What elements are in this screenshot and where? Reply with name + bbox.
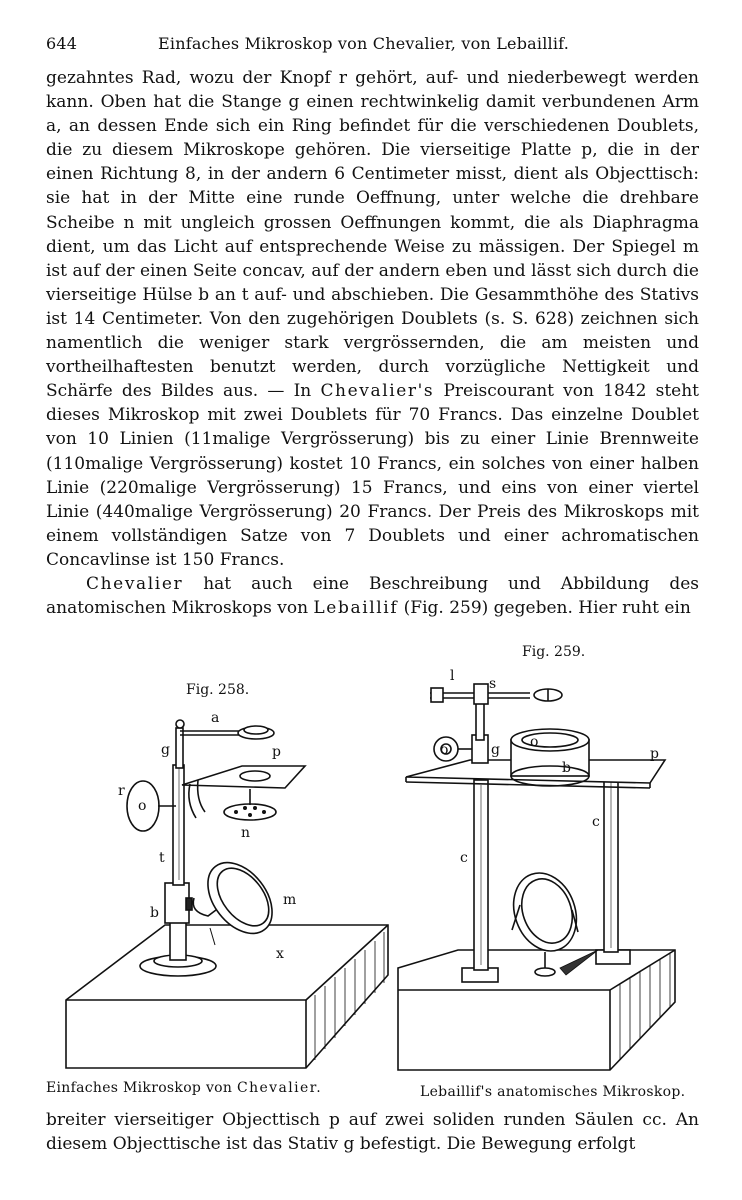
fig-258-drawing [66, 720, 388, 1068]
paragraph-2-rest: (Fig. 259) gegeben. Hier ruht ein [403, 598, 691, 619]
spaced-name: Chevalier [86, 573, 184, 594]
letter-c-left: c [460, 850, 468, 866]
paragraph-3: breiter vierseitiger Objecttisch p auf zwei soliden runden Säulen cc. An diesem Objecttische ist das Stativ g befestigt. Die Bewegung erfolgt [46, 1110, 699, 1155]
letter-a: a [211, 710, 220, 726]
letter-o-knob: o [440, 742, 449, 758]
letter-s: s [489, 676, 497, 692]
spaced-name: Lebaillif [313, 598, 399, 619]
letter-b-259: b [562, 760, 571, 776]
letter-b: b [150, 905, 159, 921]
letter-r: r [118, 783, 125, 799]
fig-258-label: Fig. 258. [186, 682, 250, 698]
fig-258-caption [46, 1080, 322, 1096]
letter-m: m [283, 892, 297, 908]
letter-n: n [241, 825, 251, 841]
letter-p-259: p [650, 746, 659, 762]
paragraph-1-text: gezahntes Rad, wozu der Knopf r gehört, auf- und niederbewegt werden kann. Oben hat die Stange g einen rechtwinkelig damit verbundenen Arm a, an dessen Ende sich ein Ring befindet für die verschiedenen Doublets, die zu diesem Mikroskope gehören. Die vierseitige Platte p, die in der einen Richtung 8, in der andern 6 Centimeter misst, dient als Objecttisch: sie hat in der Mitte eine runde Oeffnung, unter welche die drehbare Scheibe n mit ungleich grossen Oeffnungen kommt, die als Diaphragma dient, um das Licht auf entsprechende Weise zu mässigen. Der Spiegel m ist auf der einen Seite concav, auf der andern eben und lässt sich durch die vierseitige Hülse b an t auf- und abschieben. Die Gesammthöhe des Stativs ist 14 Centimeter. Von den zugehörigen Doublets (s. S. 628) zeichnen sich namentlich die weniger stark vergrössernden, die am meisten und vortheilhaftesten benutzt werden, durch vorzügliche Nettigkeit und Schärfe des Bildes aus. — In [46, 68, 699, 402]
body-text-bottom [46, 1108, 699, 1156]
letter-g-259: g [491, 742, 500, 758]
page-number: 644 [46, 34, 78, 53]
letter-l: l [450, 668, 455, 684]
letter-g: g [161, 742, 170, 758]
spaced-name: Chevalier's [320, 381, 435, 402]
letter-t: t [159, 850, 165, 866]
fig-259-label: Fig. 259. [522, 644, 586, 660]
letter-p: p [272, 744, 281, 760]
letter-c-right: c [592, 814, 600, 830]
letter-x: x [276, 946, 284, 962]
letter-o-top: o [530, 734, 539, 750]
paragraph-2-text: hat auch eine Beschreibung und Abbildung des anatomischen Mikroskops von [46, 573, 699, 619]
caption-name: Chevalier. [236, 1080, 323, 1096]
running-title: Einfaches Mikroskop von Chevalier, von Lebaillif. [158, 34, 570, 53]
paragraph-1-rest: Preiscourant von 1842 steht dieses Mikroskop mit zwei Doublets für 70 Francs. Das einzelne Doublet von 10 Linien (11malige Vergrösserung) bis zu einer Linie Brennweite (110malige Vergrösserung) kostet 10 Francs, ein solches von einer halben Linie (220malige Vergrösserung) 15 Francs, und eins von einer viertel Linie (440malige Vergrösserung) 20 Francs. Der Preis des Mikroskops mit einem vollständigen Satze von 7 Doublets und einer achromatischen Concavlinse ist 150 Francs. [46, 381, 699, 570]
fig-259-caption: Lebaillif's anatomisches Mikroskop. [420, 1084, 686, 1100]
letter-o: o [138, 798, 147, 814]
caption-text: Einfaches Mikroskop von [46, 1080, 233, 1096]
